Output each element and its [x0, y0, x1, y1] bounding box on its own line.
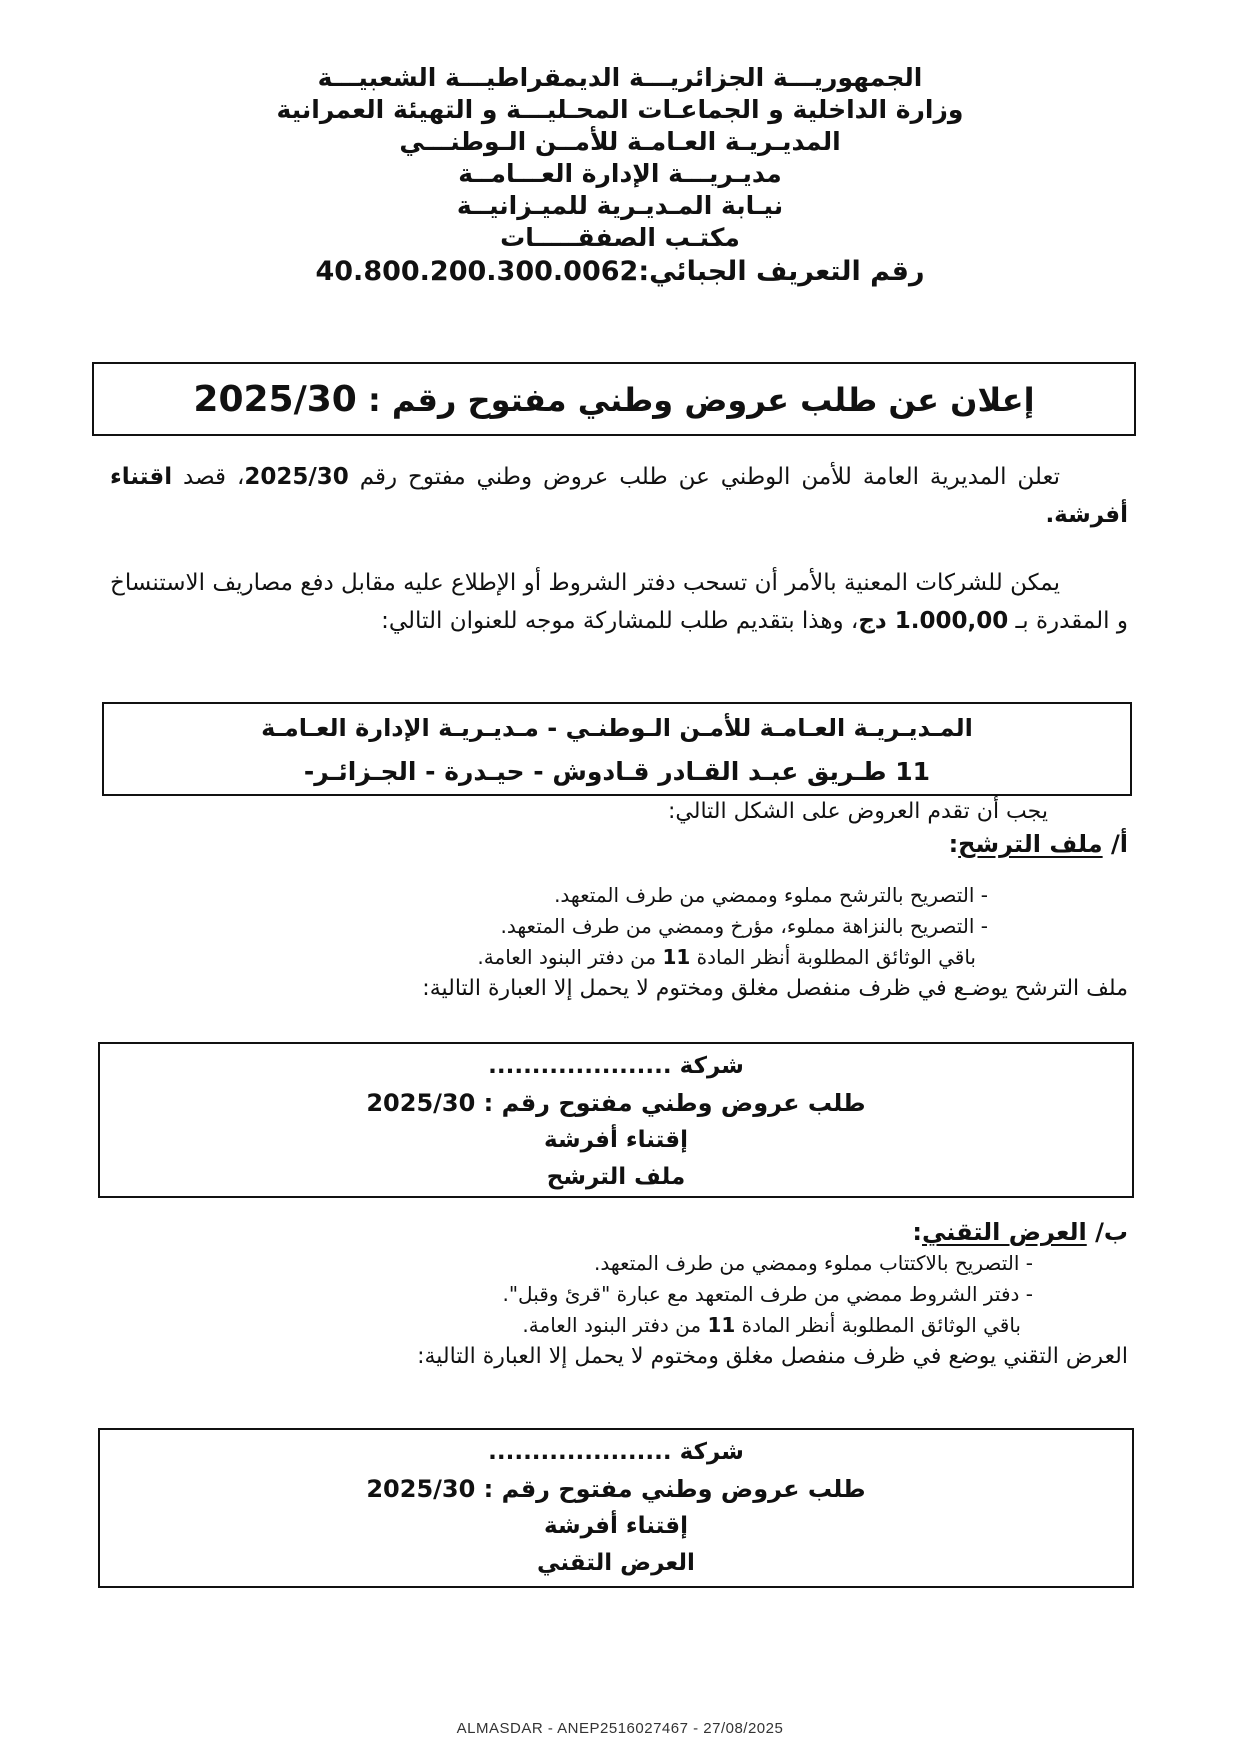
- section-b-docs-text: باقي الوثائق المطلوبة أنظر المادة: [735, 1313, 1021, 1337]
- conditions-paragraph: [110, 564, 1128, 640]
- intro-number: 2025/30: [244, 464, 349, 490]
- announcement-title: [92, 362, 1136, 436]
- letterhead: [0, 62, 1240, 288]
- envelope-a-label: ملف الترشح: [546, 1164, 686, 1190]
- title-text: إعلان عن طلب عروض وطني مفتوح رقم :: [356, 381, 1035, 419]
- intro-text-2: ، قصد: [172, 464, 245, 490]
- section-b-colon: :: [912, 1218, 922, 1246]
- section-b-article: 11: [707, 1313, 736, 1337]
- fiscal-id: [0, 256, 1240, 288]
- title-number: 2025/30: [193, 379, 357, 420]
- envelope-b-tender: طلب عروض وطني مفتوح رقم : 2025/30: [366, 1475, 866, 1503]
- envelope-label-b: [98, 1428, 1134, 1588]
- header-administration: مديـريـــة الإدارة العـــامــة: [458, 159, 782, 188]
- intro-object: اقتناء أفرشة.: [110, 464, 1128, 528]
- section-b-item-1: - التصريح بالاكتتاب مملوء وممضي من طرف المتعهد.: [593, 1251, 1033, 1275]
- header-ministry: وزارة الداخلية و الجماعـات المحـليـــة و التهيئة العمرانية: [276, 95, 964, 124]
- envelope-b-company: شركة .....................: [488, 1439, 744, 1465]
- section-b-heading: [110, 1216, 1128, 1248]
- section-b-docs-text-2: من دفتر البنود العامة.: [522, 1313, 708, 1337]
- conditions-amount: 1.000,00 دج: [858, 608, 1009, 634]
- section-b-item-2: - دفتر الشروط ممضي من طرف المتعهد مع عبارة "قرئ وقبل".: [502, 1282, 1033, 1306]
- header-budget: نيـابة المـديـرية للميـزانيــة: [456, 191, 784, 220]
- section-a-docs-text-2: من دفتر البنود العامة.: [477, 945, 663, 969]
- envelope-b-object: إقتناء أفرشة: [544, 1513, 688, 1539]
- section-a-article: 11: [662, 945, 691, 969]
- envelope-b-label: العرض التقني: [537, 1550, 695, 1576]
- fiscal-id-number: 40.800.200.300.0062: [315, 256, 639, 287]
- address-line-1: المـديـريـة العـامـة للأمـن الـوطنـي - مـديـريـة الإدارة العـامـة: [261, 714, 973, 742]
- address-box: [102, 702, 1132, 796]
- section-a: [110, 796, 1128, 1005]
- conditions-text-2: ، وهذا بتقديم طلب للمشاركة موجه للعنوان التالي:: [381, 608, 859, 634]
- section-a-prefix: أ/: [1102, 830, 1128, 858]
- header-procurement-office: مكتـب الصفقـــــات: [500, 223, 740, 252]
- envelope-a-object: إقتناء أفرشة: [544, 1127, 688, 1153]
- intro-paragraph: [110, 458, 1128, 534]
- header-directorate-general: المديـريـة العـامـة للأمــن الـوطنـــي: [399, 127, 841, 156]
- section-a-colon: :: [948, 830, 959, 858]
- conditions-text: يمكن للشركات المعنية بالأمر أن تسحب دفتر الشروط أو الإطلاع عليه مقابل دفع مصاريف الاستنساخ و المقدرة بـ: [110, 570, 1128, 634]
- section-a-heading: [110, 828, 1128, 860]
- section-b: [110, 1216, 1128, 1373]
- section-b-title: العرض التقني: [922, 1218, 1087, 1246]
- footer-reference: ALMASDAR - ANEP2516027467 - 27/08/2025: [456, 1720, 784, 1737]
- section-a-envelope-note: ملف الترشح يوضـع في ظرف منفصل مغلق ومختوم لا يحمل إلا العبارة التالية:: [422, 976, 1128, 1001]
- fiscal-id-label: رقم التعريف الجبائي:: [638, 256, 925, 287]
- section-b-prefix: ب/: [1086, 1218, 1128, 1246]
- section-b-envelope-note: العرض التقني يوضع في ظرف منفصل مغلق ومختوم لا يحمل إلا العبارة التالية:: [417, 1344, 1128, 1369]
- envelope-a-company: شركة .....................: [488, 1053, 744, 1079]
- section-a-docs-text: باقي الوثائق المطلوبة أنظر المادة: [690, 945, 976, 969]
- envelope-a-tender: طلب عروض وطني مفتوح رقم : 2025/30: [366, 1089, 866, 1117]
- section-a-item-1: - التصريح بالترشح مملوء وممضي من طرف المتعهد.: [554, 883, 988, 907]
- section-a-item-2: - التصريح بالنزاهة مملوء، مؤرخ وممضي من طرف المتعهد.: [500, 914, 988, 938]
- offers-intro: يجب أن تقدم العروض على الشكل التالي:: [668, 799, 1048, 824]
- section-a-docs: [110, 942, 1128, 973]
- envelope-label-a: [98, 1042, 1134, 1198]
- section-a-title: ملف الترشح: [958, 830, 1103, 858]
- intro-text: تعلن المديرية العامة للأمن الوطني عن طلب عروض وطني مفتوح رقم: [348, 464, 1060, 490]
- address-line-2: 11 طـريق عبـد القـادر قـادوش - حيـدرة - الجـزائـر-: [303, 757, 931, 786]
- section-b-docs: [110, 1310, 1128, 1341]
- header-republic: الجمهوريـــة الجزائريـــة الديمقراطيـــة الشعبيـــة: [317, 63, 923, 92]
